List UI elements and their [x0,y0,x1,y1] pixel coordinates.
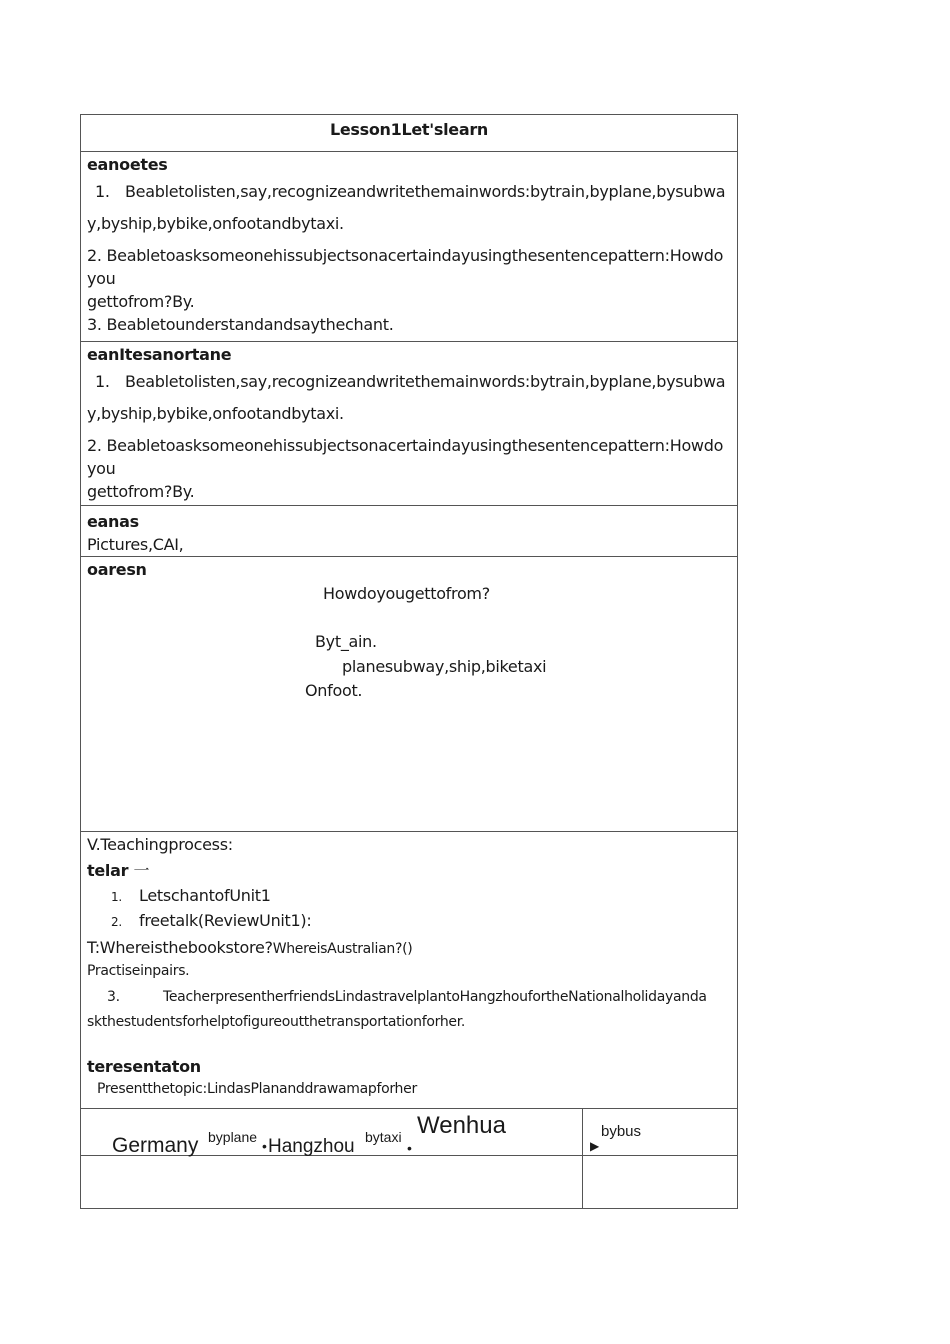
key-point-num: 1. [95,372,110,391]
objectives-section [80,152,738,342]
step-num: 2. [111,915,122,929]
objectives-heading: eanoetes [87,155,168,174]
lesson-title: Lesson1Let'slearn [80,114,738,152]
board-line-foot: Onfoot. [305,681,363,700]
board-heading: oaresn [87,560,147,579]
step-text: LetschantofUnit1 [139,886,271,905]
objective-text: Beabletoasksomeonehissubjectsonacertaindayusingthesentencepattern:Howdo [106,246,724,265]
key-point-1-cont: y,byship,bybike,onfootandbytaxi. [87,404,344,423]
objective-text: Beabletounderstandandsaythechant. [106,315,394,334]
objective-3 [87,313,731,336]
process-step-3-cont: skthestudentsforhelptofigureoutthetransportationforher. [87,1014,466,1030]
aids-text: Pictures,CAI, [87,535,184,554]
key-point-num: 2. [87,436,102,455]
map-left-cell [81,1109,583,1155]
objective-2-cont: you [87,269,116,288]
hangzhou-label: Hangzhou [268,1136,355,1157]
objective-num: 3. [87,315,102,334]
objective-1 [87,176,731,208]
board-design-section [80,557,738,832]
wenhua-label: Wenhua [417,1112,506,1139]
lesson-plan-table [80,114,738,1209]
step-num: 1. [111,890,122,904]
warmup-mark: 一 [133,861,150,880]
arrow-icon: ▶ [590,1139,600,1153]
board-line-question: Howdoyougettofrom? [323,584,490,603]
dot-icon: • [262,1138,267,1154]
step-text: TeacherpresentherfriendsLindastravelplantoHangzhoufortheNationalholidayanda [163,989,707,1005]
dot-icon: • [407,1140,412,1156]
process-step-1 [87,884,731,909]
warmup-heading: telar 一 [87,861,150,880]
key-point-1 [87,366,731,398]
objective-1-cont: y,byship,bybike,onfootandbytaxi. [87,214,344,233]
map-row [80,1109,738,1156]
objective-2-cont2: gettofrom?By. [87,292,195,311]
process-heading: V.Teachingprocess: [87,835,233,854]
key-point-2 [87,434,731,457]
step-num: 3. [107,989,120,1005]
process-step-2 [87,909,731,934]
aids-section [80,506,738,557]
key-points-heading: eanItesanortane [87,345,232,364]
board-line-train: Byt_ain. [315,632,377,651]
map-empty-row [80,1156,738,1209]
practise-line: Practiseinpairs. [87,963,190,979]
present-line: Presentthetopic:LindasPlananddrawamapforher [97,1081,417,1097]
key-point-text: Beabletoasksomeonehissubjectsonacertaindayusingthesentencepattern:Howdo [106,436,724,455]
objective-num: 2. [87,246,102,265]
process-step-3 [87,985,731,1010]
teaching-process-section [80,832,738,1109]
presentation-heading: teresentaton [87,1057,201,1076]
empty-cell-left [81,1156,583,1208]
objective-2 [87,244,731,267]
key-points-section [80,342,738,506]
map-right-cell [583,1109,737,1155]
germany-label: Germany [112,1134,199,1157]
dialog-line [87,936,731,960]
bytaxi-label: bytaxi [365,1129,402,1145]
dialog-question: T:Whereisthebookstore? [87,938,273,957]
key-point-text: Beabletolisten,say,recognizeandwritethemainwords:bytrain,byplane,bysubwa [125,372,726,391]
objective-num: 1. [95,182,110,201]
empty-cell-right [583,1156,737,1208]
dialog-small: WhereisAustralian?() [272,941,413,957]
board-line-transport: planesubway,ship,biketaxi [342,657,547,676]
byplane-label: byplane [208,1129,258,1145]
bybus-label: bybus [601,1123,642,1140]
aids-heading: eanas [87,512,139,531]
objective-text: Beabletolisten,say,recognizeandwritethemainwords:bytrain,byplane,bysubwa [125,182,726,201]
key-point-2-cont: you [87,459,116,478]
key-point-2-cont2: gettofrom?By. [87,482,195,501]
step-text: freetalk(ReviewUnit1): [139,911,312,930]
